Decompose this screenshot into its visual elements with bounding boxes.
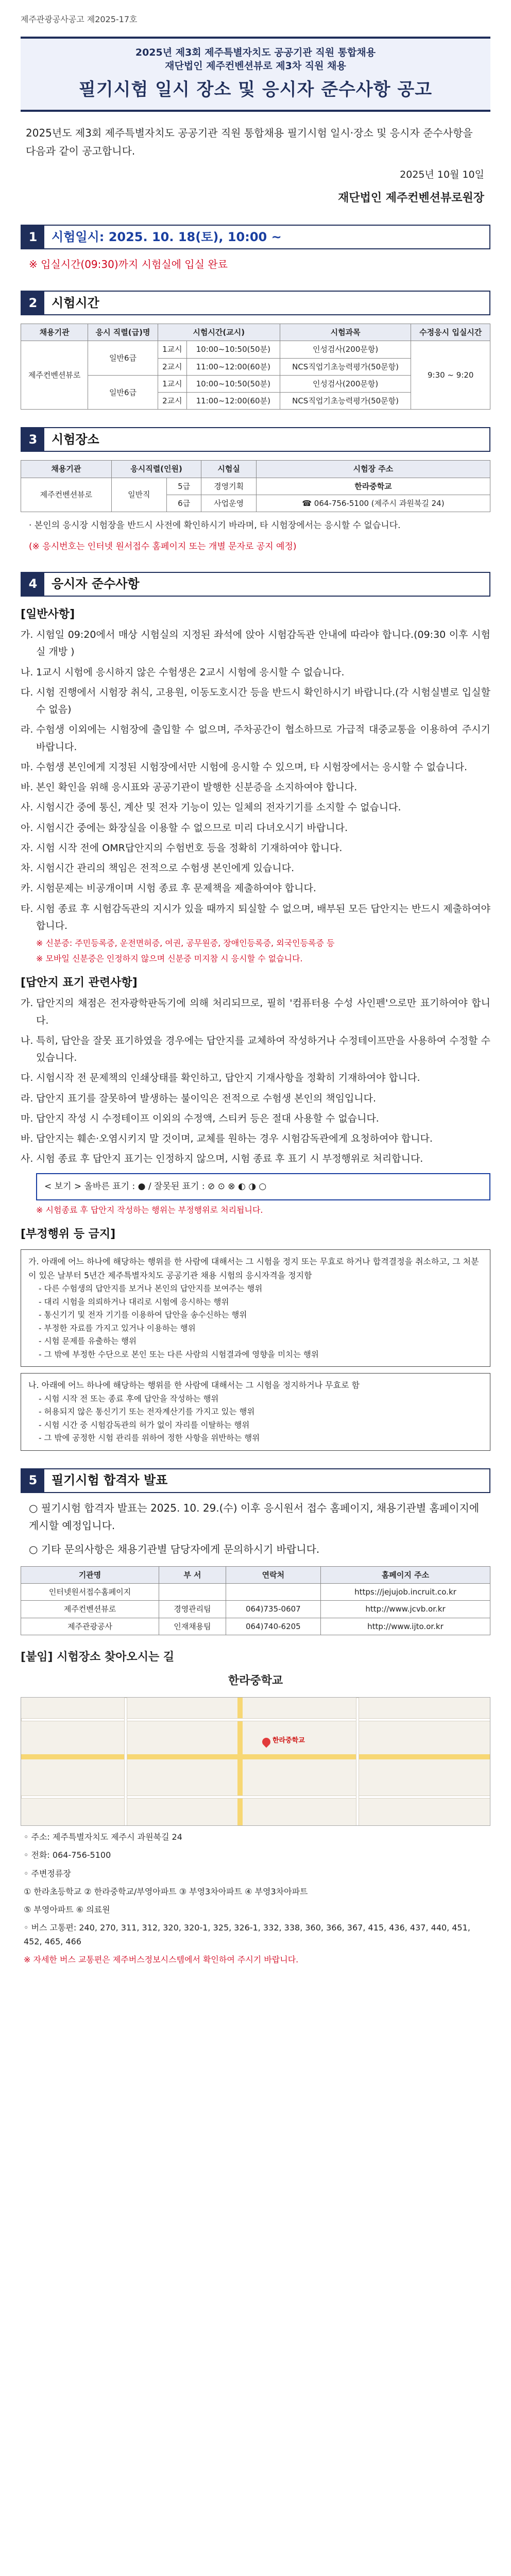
table-header-row: [21, 324, 490, 341]
tel-cell: 064)735-0607: [226, 1601, 320, 1618]
rule-item: [21, 880, 490, 897]
map-heading: [붙임] 시험장소 찾아오시는 길: [21, 1650, 175, 1664]
entry-time-note: ※ 입실시간(09:30)까지 시험실에 입실 완료: [29, 258, 228, 271]
rule-marker: 아.: [21, 822, 33, 834]
rule-item: [21, 721, 490, 756]
url-link[interactable]: http://www.ijto.or.kr: [320, 1618, 490, 1635]
section-number: 5: [22, 1469, 44, 1492]
grade-cell: 일반6급: [88, 375, 158, 410]
subject-cell: 인성검사(200문항): [280, 341, 411, 358]
dept-cell: [159, 1584, 226, 1601]
cheating-box-1: [21, 1249, 490, 1367]
general-rules-heading: [일반사항]: [21, 607, 75, 621]
rule-marker: 다.: [21, 1072, 33, 1084]
rule-text: 수험생 본인에게 지정된 시험장에서만 시험에 응시할 수 있으며, 타 시험장에서는 응시할 수 없습니다.: [36, 761, 468, 773]
rule-text: 시험시작 전 문제책의 인쇄상태를 확인하고, 답안지 기재사항을 정확히 기재하여야 합니다.: [36, 1072, 420, 1084]
cheating-sub-item: - 허용되지 않은 통신기기 또는 전자계산기를 가지고 있는 행위: [39, 1407, 255, 1417]
rule-text: 시험시간 중에 통신, 계산 및 전자 기능이 있는 일체의 전자기기를 소지할 수 없습니다.: [36, 802, 401, 814]
rule-marker: 카.: [21, 883, 33, 894]
rule-item: [21, 995, 490, 1029]
col-header: 시험과목: [280, 324, 411, 341]
rule-text: 답안지의 채점은 전자광학판독기에 의해 처리되므로, 필히 '컴퓨터용 수성 사인펜'으로만 표기하여야 합니다.: [36, 997, 490, 1026]
rule-item: [21, 1150, 490, 1167]
subject-cell: NCS직업기초능력평가(50문항): [280, 358, 411, 375]
section-1-header: [21, 225, 490, 249]
org-cell: 제주컨벤션뷰로: [21, 478, 112, 512]
rule-text: 수험생 이외에는 시험장에 출입할 수 없으며, 주차공간이 협소하므로 가급적 대중교통을 이용하여 주시기 바랍니다.: [36, 724, 490, 753]
general-rules-list: [21, 626, 490, 935]
omr-rules-list: [21, 995, 490, 1167]
rule-marker: 라.: [21, 724, 33, 736]
url-link[interactable]: http://www.jcvb.or.kr: [320, 1601, 490, 1618]
time-cell: 11:00~12:00(60분): [186, 358, 280, 375]
rule-text: 시험 종료 후 답안지 표기는 인정하지 않으며, 시험 종료 후 표기 시 부정행위로 처리합니다.: [36, 1153, 423, 1165]
address-cell: ☎ 064-756-5100 (제주시 과원북길 24): [256, 495, 490, 512]
map-bus-stops-2: ⑤ 부영아파트 ⑥ 의료원: [24, 1904, 110, 1914]
rule-text: 1교시 시험에 응시하지 않은 수험생은 2교시 시험에 응시할 수 없습니다.: [36, 666, 345, 678]
issuer-name: 재단법인 제주컨벤션뷰로원장: [338, 192, 484, 205]
section-number: 4: [22, 573, 44, 596]
rule-text: 시험 시작 전에 OMR답안지의 수험번호 등을 정확히 기재하여야 합니다.: [36, 842, 343, 854]
col-header: 수정응시 입실시간: [411, 324, 490, 341]
rule-item: [21, 684, 490, 719]
rule-marker: 가.: [21, 997, 33, 1009]
cheating-sub-item: - 그 밖에 공정한 시험 관리를 위하여 정한 사항을 위반하는 행위: [39, 1433, 260, 1443]
rule-item: [21, 820, 490, 837]
cheating-sub-item: - 다른 수험생의 답안지를 보거나 본인의 답안지를 보여주는 행위: [39, 1283, 263, 1293]
org-cell: 제주컨벤션뷰로: [21, 1601, 159, 1618]
table-row: [21, 1584, 490, 1601]
rule-item: [21, 759, 490, 776]
contact-table: [21, 1566, 490, 1635]
omr-note: ※ 시험종료 후 답안지 작성하는 행위는 부정행위로 처리됩니다.: [36, 1205, 263, 1215]
period-cell: 1교시: [158, 341, 186, 358]
rule-text: 답안지 표기를 잘못하여 발생하는 불이익은 전적으로 수험생 본인의 책임입니다.: [36, 1092, 377, 1104]
time-cell: 11:00~12:00(60분): [186, 393, 280, 410]
section-title: 응시자 준수사항: [52, 577, 140, 591]
map-road: [21, 1795, 490, 1799]
col-header: 시험실: [201, 461, 257, 478]
rule-text: 시험시간 중에는 화장실을 이용할 수 없으므로 미리 다녀오시기 바랍니다.: [36, 822, 348, 834]
table-row: [21, 1618, 490, 1635]
tel-cell: 064)740-6205: [226, 1618, 320, 1635]
section-title: 시험시간: [52, 295, 99, 310]
venue-note-text: · 본인의 응시장 시험장을 반드시 사전에 확인하시기 바라며, 타 시험장에서는 응시할 수 없습니다.: [29, 520, 401, 531]
rule-marker: 가.: [21, 629, 33, 641]
col-header: 시험시간(교시): [158, 324, 280, 341]
rule-marker: 라.: [21, 1092, 33, 1104]
rule-item: [21, 1110, 490, 1127]
table-header-row: [21, 461, 490, 478]
section-title: [44, 228, 282, 247]
title-box: [21, 37, 490, 112]
map-road: [356, 1698, 359, 1826]
col-header: 응시직렬(인원): [111, 461, 201, 478]
location-map: [21, 1697, 490, 1826]
rule-item: [21, 799, 490, 816]
time-cell: 10:00~10:50(50분): [186, 375, 280, 392]
id-note: ※ 신분증: 주민등록증, 운전면허증, 여권, 공무원증, 장애인등록증, 외국인등록증 등: [36, 938, 335, 948]
tel-cell: [226, 1584, 320, 1601]
exam-datetime: 시험일시: 2025. 10. 18(토), 10:00 ~: [52, 229, 282, 244]
col-header: 홈페이지 주소: [320, 1566, 490, 1583]
count-cell: 6급: [166, 495, 201, 512]
rule-item: [21, 901, 490, 935]
section-number: 3: [22, 428, 44, 451]
rule-text: 본인 확인을 위해 응시표와 공공기관이 발행한 신분증을 소지하여야 합니다.: [36, 782, 357, 793]
subject-cell: 인성검사(200문항): [280, 375, 411, 392]
id-note-2: ※ 모바일 신분증은 인정하지 않으며 신분증 미지참 시 응시할 수 없습니다.: [36, 953, 303, 963]
result-line-2: ○ 기타 문의사항은 채용기관별 담당자에게 문의하시기 바랍니다.: [29, 1543, 320, 1555]
rule-text: 답안지는 훼손·오염시키지 말 것이며, 교체를 원하는 경우 시험감독관에게 요청하여야 합니다.: [36, 1133, 433, 1145]
subtitle-1: 2025년 제3회 제주특별자치도 공공기관 직원 통합채용: [135, 46, 376, 58]
rule-item: [21, 626, 490, 661]
map-place-label: 한라중학교: [272, 1737, 305, 1745]
cheating-box-2-text: 나. 아래에 어느 하나에 해당하는 행위를 한 사람에 대해서는 그 시험을 정지하거나 무효로 함: [28, 1380, 360, 1391]
period-cell: 2교시: [158, 393, 186, 410]
section-number: 2: [22, 292, 44, 314]
dept-cell: 경영관리팀: [159, 1601, 226, 1618]
rule-marker: 바.: [21, 1133, 33, 1145]
period-cell: 2교시: [158, 358, 186, 375]
map-place-name: 한라중학교: [228, 1674, 283, 1688]
col-header: 채용기관: [21, 324, 88, 341]
entry-time-cell: 9:30 ~ 9:20: [411, 341, 490, 410]
rule-marker: 나.: [21, 1035, 33, 1046]
rule-text: 특히, 답안을 잘못 표기하였을 경우에는 답안지를 교체하여 작성하거나 수정테이프만을 사용하여 수정할 수 있습니다.: [36, 1035, 490, 1064]
map-road: [237, 1698, 243, 1826]
address-cell: 한라중학교: [256, 478, 490, 495]
map-bus-stops-1: ① 한라초등학교 ② 한라중학교/부영아파트 ③ 부영3차아파트 ④ 부영3차아파트: [24, 1886, 308, 1896]
dept-cell: 인재채용팀: [159, 1618, 226, 1635]
cheating-sub-item: - 통신기기 및 전자 기기를 이용하여 답안을 송수신하는 행위: [39, 1310, 247, 1320]
rule-marker: 마.: [21, 761, 33, 773]
cheating-sub-item: - 부정한 자료를 가지고 있거나 이용하는 행위: [39, 1323, 196, 1333]
map-road: [21, 1754, 490, 1759]
count-cell: 5급: [166, 478, 201, 495]
map-road: [124, 1698, 127, 1826]
omr-example-box: < 보기 > 올바른 표기 : ● / 잘못된 표기 : ⊘ ⊙ ⊗ ◐ ◑ ○: [36, 1173, 490, 1200]
table-row: [21, 341, 490, 358]
room-cell: 경영기획: [201, 478, 257, 495]
rule-marker: 다.: [21, 686, 33, 698]
org-cell: 제주컨벤션뷰로: [21, 341, 88, 410]
subtitle-2: 재단법인 제주컨벤션뷰로 제3차 직원 채용: [165, 60, 346, 72]
col-header: 부 서: [159, 1566, 226, 1583]
schedule-table: [21, 324, 490, 410]
cheating-sub-item: - 시험 시작 전 또는 종료 후에 답안을 작성하는 행위: [39, 1394, 219, 1403]
intro-text: 2025년도 제3회 제주특별자치도 공공기관 직원 통합채용 필기시험 일시·장소 및 응시자 준수사항을 다음과 같이 공고합니다.: [26, 126, 473, 157]
section-title: 필기시험 합격자 발표: [52, 1473, 168, 1488]
venue-table: [21, 460, 490, 512]
time-cell: 10:00~10:50(50분): [186, 341, 280, 358]
section-title: 시험장소: [52, 432, 99, 447]
subject-cell: NCS직업기초능력평가(50문항): [280, 393, 411, 410]
org-cell: 제주관광공사: [21, 1618, 159, 1635]
cheating-box-2: [21, 1373, 490, 1451]
table-row: [21, 1601, 490, 1618]
notice-date: 2025년 10월 10일: [400, 168, 484, 180]
table-row: [21, 478, 490, 495]
rule-marker: 타.: [21, 903, 33, 914]
rule-item: [21, 1032, 490, 1067]
map-address: ◦ 주소: 제주특별자치도 제주시 과원북길 24: [24, 1832, 182, 1842]
map-bus-note: ※ 자세한 버스 교통편은 제주버스정보시스템에서 확인하여 주시기 바랍니다.: [24, 1955, 299, 1965]
url-link[interactable]: https://jejujob.incruit.co.kr: [320, 1584, 490, 1601]
map-road: [21, 1718, 490, 1721]
rule-text: 시험시간 관리의 책임은 전적으로 수험생 본인에게 있습니다.: [36, 862, 295, 874]
page-title: 필기시험 일시 장소 및 응시자 준수사항 공고: [78, 79, 433, 100]
grade-cell: 일반6급: [88, 341, 158, 376]
rule-item: [21, 1070, 490, 1087]
col-header: 채용기관: [21, 461, 112, 478]
rule-marker: 사.: [21, 802, 33, 814]
section-4-header: [21, 572, 490, 597]
rule-item: [21, 1130, 490, 1147]
document-number: 제주관광공사공고 제2025-17호: [21, 14, 138, 24]
rule-marker: 자.: [21, 842, 33, 854]
org-cell: 인터넷원서접수홈페이지: [21, 1584, 159, 1601]
period-cell: 1교시: [158, 375, 186, 392]
table-header-row: [21, 1566, 490, 1583]
rule-text: 시험일 09:20에서 매상 시험실의 지정된 좌석에 앉아 시험감독관 안내에 따라야 합니다.(09:30 이후 시험실 개방 ): [36, 629, 490, 658]
result-line-1: ○ 필기시험 합격자 발표는 2025. 10. 29.(수) 이후 응시원서 접수 홈페이지, 채용기관별 홈페이지에 게시할 예정입니다.: [29, 1501, 480, 1532]
rule-text: 시험문제는 비공개이며 시험 종료 후 문제책을 제출하여야 합니다.: [36, 883, 316, 894]
rule-marker: 바.: [21, 782, 33, 793]
rule-item: [21, 1090, 490, 1107]
cheating-sub-item: - 그 밖에 부정한 수단으로 본인 또는 다른 사람의 시험결과에 영향을 미치는 행위: [39, 1349, 319, 1359]
rule-marker: 나.: [21, 666, 33, 678]
cheating-sub-item: - 대리 시험을 의뢰하거나 대리로 시험에 응시하는 행위: [39, 1297, 229, 1307]
grade-cell: 일반직: [111, 478, 166, 512]
cheating-sub-item: - 시험 시간 중 시험감독관의 허가 없이 자리를 이탈하는 행위: [39, 1420, 250, 1430]
cheating-sub-list-2: [28, 1393, 483, 1445]
rule-item: [21, 860, 490, 877]
section-3-header: [21, 427, 490, 452]
col-header: 응시 직렬(급)명: [88, 324, 158, 341]
rule-marker: 마.: [21, 1112, 33, 1124]
cheating-sub-item: - 시험 문제를 유출하는 행위: [39, 1336, 137, 1346]
rule-text: 시험 진행에서 시험장 취식, 고용원, 이동도호시간 등을 반드시 확인하시기 바랍니다.(각 시험실별로 입실할 수 없음): [36, 686, 490, 716]
map-tel: ◦ 전화: 064-756-5100: [24, 1850, 111, 1860]
location-pin-icon: [261, 1736, 272, 1748]
col-header: 연락처: [226, 1566, 320, 1583]
cheating-box-1-text: 가. 아래에 어느 하나에 해당하는 행위를 한 사람에 대해서는 그 시험을 정지 또는 무효로 하거나 합격결정을 취소하고, 그 처분이 있은 날부터 5년간 제주특별자치도 공공기관 채용 시험의 응시자격을 정지함: [28, 1257, 479, 1280]
omr-rules-heading: [답안지 표기 관련사항]: [21, 976, 138, 990]
cheating-heading: [부정행위 등 금지]: [21, 1228, 116, 1241]
rule-marker: 사.: [21, 1153, 33, 1165]
rule-item: [21, 664, 490, 681]
rule-marker: 차.: [21, 862, 33, 874]
col-header: 시험장 주소: [256, 461, 490, 478]
col-header: 기관명: [21, 1566, 159, 1583]
venue-note-1: [21, 518, 490, 533]
rule-text: 답안지 작성 시 수정테이프 이외의 수정액, 스티커 등은 절대 사용할 수 없습니다.: [36, 1112, 379, 1124]
section-5-header: [21, 1468, 490, 1493]
map-bus-routes: ◦ 버스 고통편: 240, 270, 311, 312, 320, 320-1, 325, 326-1, 332, 338, 360, 366, 367, 415, 436, 437, 440, 451, 452, 465, 466: [24, 1923, 470, 1947]
room-cell: 사업운영: [201, 495, 257, 512]
map-bus-title: ◦ 주변정류장: [24, 1868, 71, 1878]
rule-item: [21, 779, 490, 796]
section-number: 1: [22, 226, 44, 248]
venue-note-2: (※ 응시번호는 인터넷 원서접수 홈페이지 또는 개별 문자로 공지 예정): [29, 541, 297, 552]
rule-item: [21, 840, 490, 857]
section-2-header: [21, 291, 490, 315]
rule-text: 시험 종료 후 시험감독관의 지시가 있을 때까지 퇴실할 수 없으며, 배부된 모든 답안지는 반드시 제출하여야 합니다.: [36, 903, 490, 931]
cheating-sub-list-1: [28, 1282, 483, 1361]
